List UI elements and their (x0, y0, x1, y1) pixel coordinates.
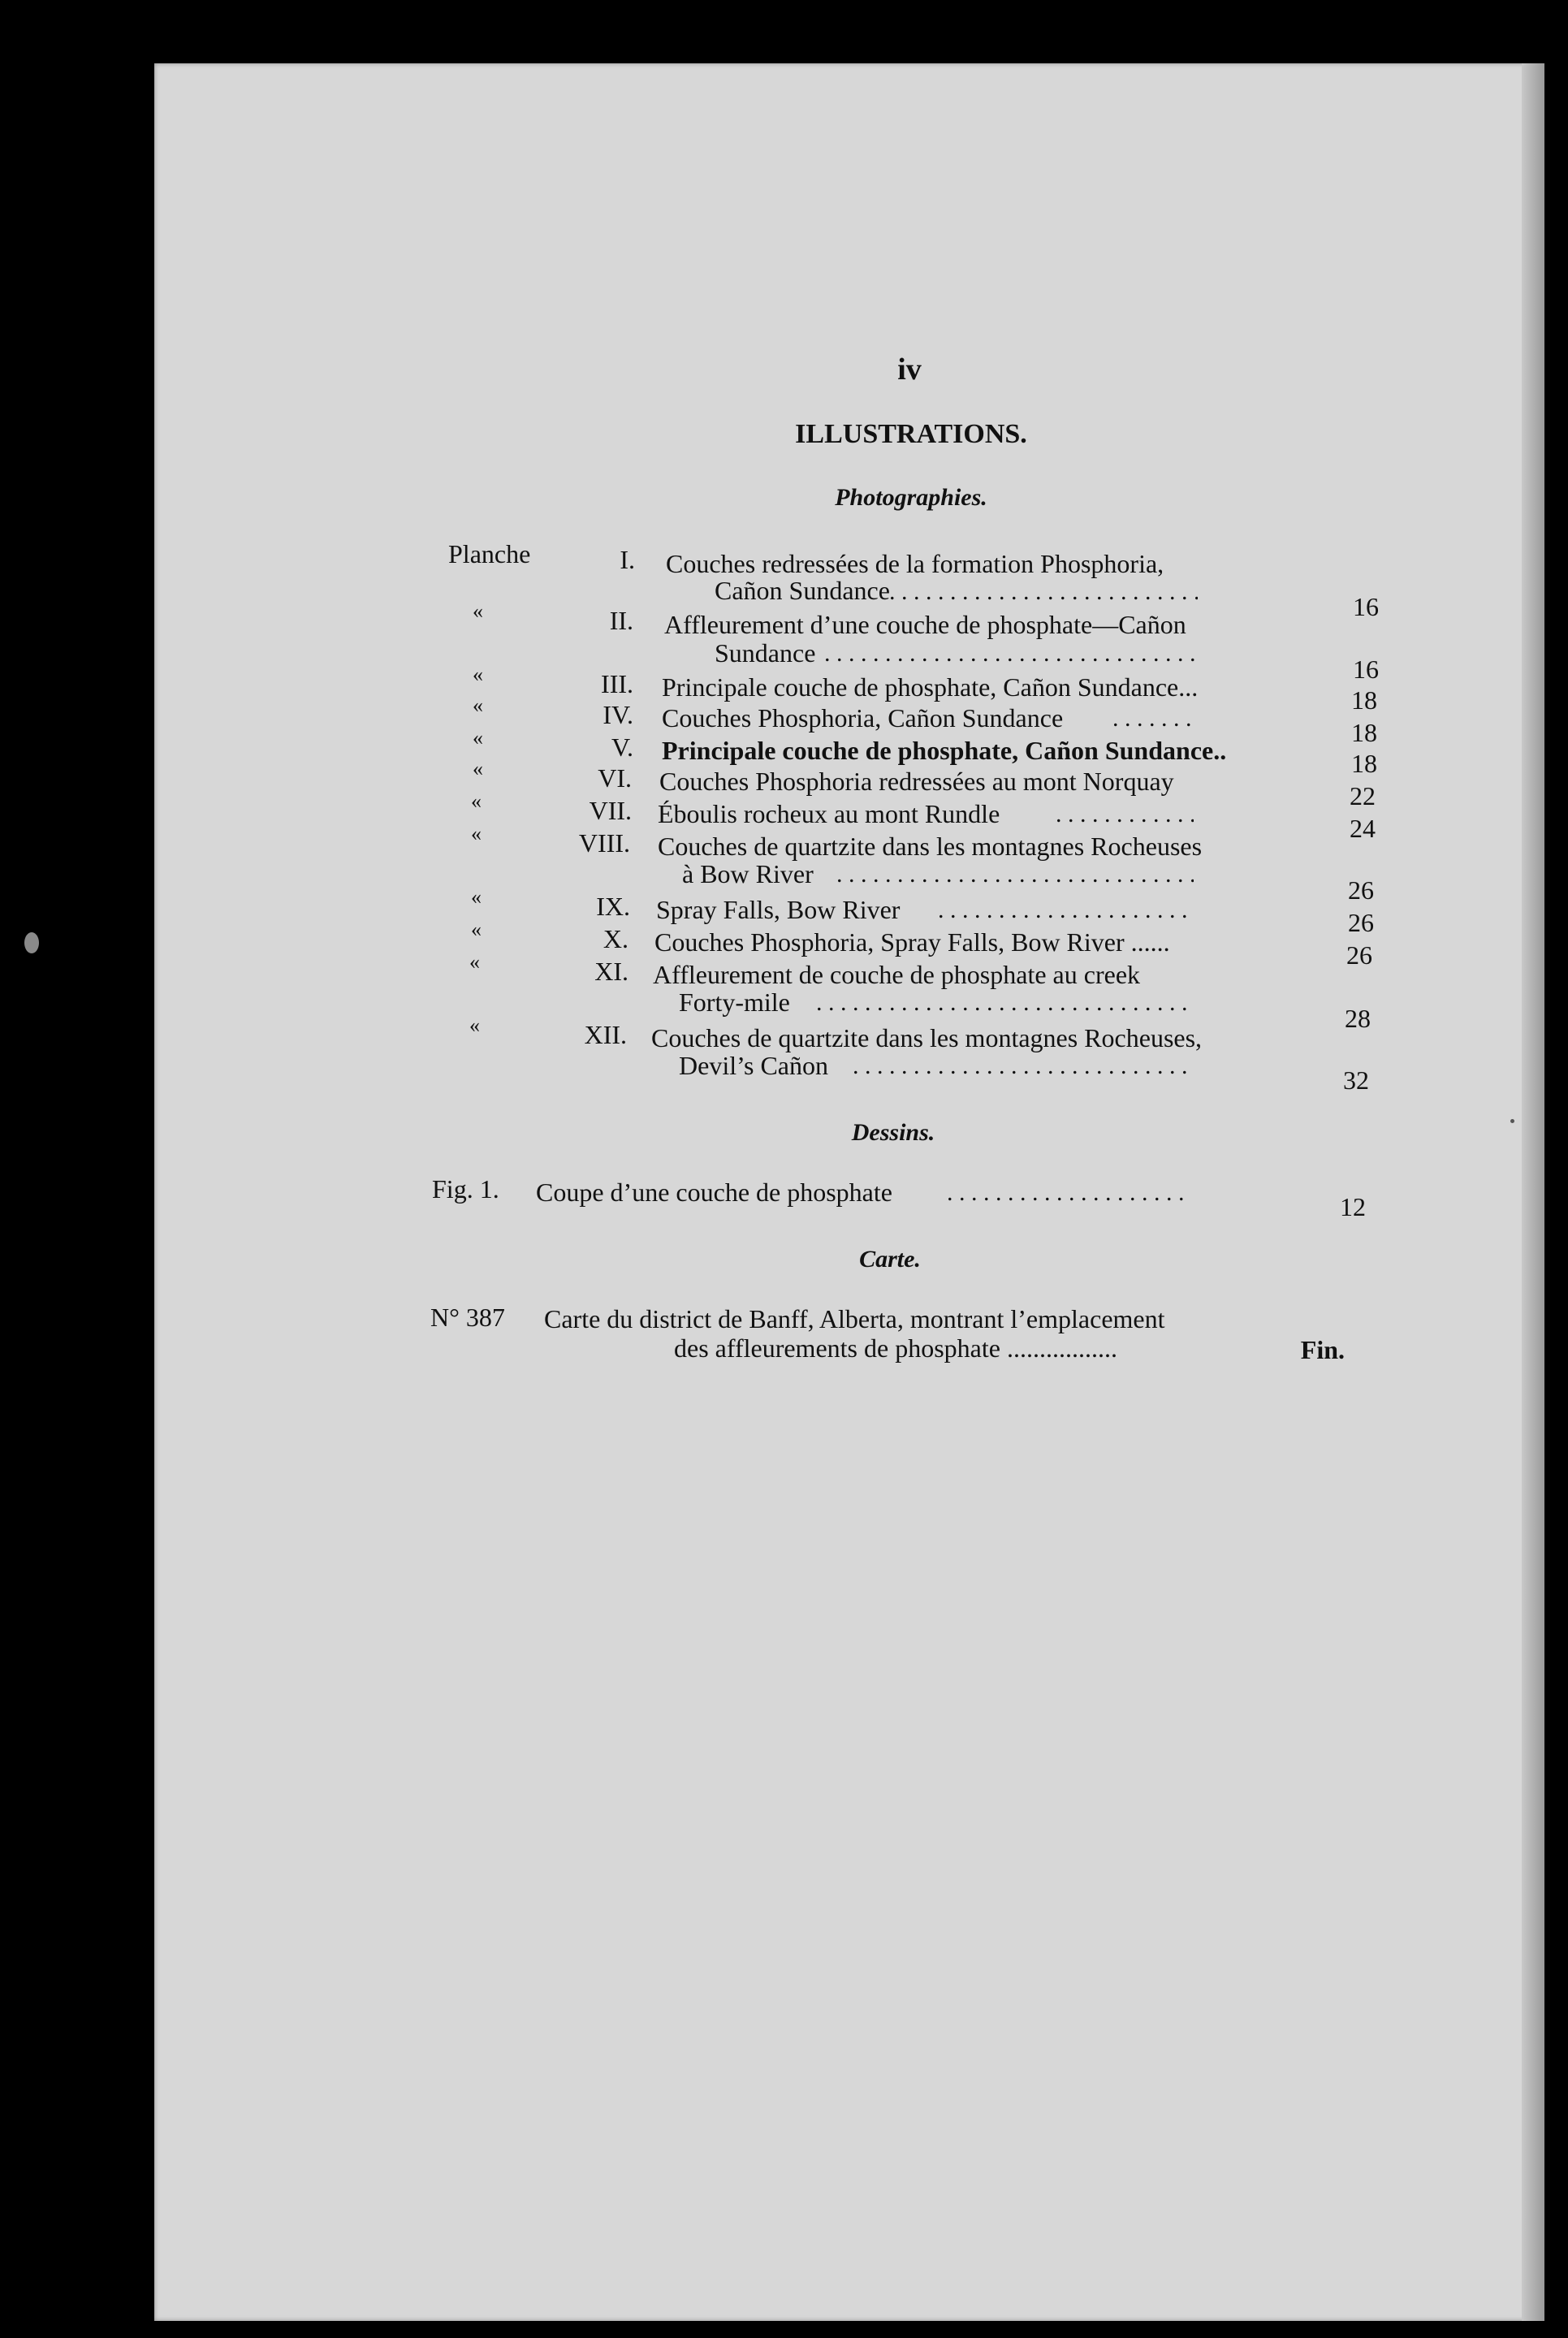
page-ref: 12 (1340, 1192, 1366, 1221)
entry-line: Cañon Sundance (715, 576, 890, 605)
entry-line: Forty-mile (679, 987, 790, 1017)
entry-line: Principale couche de phosphate, Cañon Sundance... (662, 672, 1199, 702)
page-ref: 26 (1348, 908, 1374, 937)
figure-label: Fig. 1. (432, 1174, 499, 1204)
dot-leader (938, 898, 1194, 923)
page-ref: Fin. (1300, 1335, 1345, 1364)
page-ref: 16 (1353, 655, 1379, 684)
dot-leader (1112, 707, 1198, 731)
page-number: iv (897, 352, 922, 387)
ditto-mark: « (469, 1013, 480, 1037)
entry-line: Couches Phosphoria, Spray Falls, Bow River ...... (654, 927, 1170, 957)
ditto-mark: « (473, 599, 483, 623)
page-ref: 26 (1348, 875, 1374, 905)
page-ref: 22 (1350, 781, 1376, 810)
dessins-subheading: Dessins. (851, 1119, 935, 1146)
entry-line: Affleurement de couche de phosphate au creek (653, 960, 1141, 989)
plate-number: VI. (598, 763, 632, 793)
ditto-mark: « (469, 950, 480, 974)
ditto-mark: « (473, 726, 483, 750)
page-ref: 28 (1345, 1004, 1371, 1033)
entry-line: Couches Phosphoria redressées au mont Norquay (659, 767, 1174, 796)
plate-number: I. (620, 545, 635, 574)
map-description-line: des affleurements de phosphate ................. (674, 1333, 1117, 1363)
page-ref: 18 (1351, 718, 1377, 747)
entry-line: Devil’s Cañon (679, 1051, 828, 1080)
map-label: N° 387 (430, 1303, 505, 1332)
entry-line: Affleurement d’une couche de phosphate—Cañon (664, 610, 1186, 639)
entry-line: Éboulis rocheux au mont Rundle (658, 799, 1000, 828)
entry-line: Sundance (715, 638, 816, 668)
photographies-subheading: Photographies. (835, 484, 987, 511)
scanned-page (154, 63, 1544, 2321)
entry-line: Spray Falls, Bow River (656, 895, 901, 924)
ditto-mark: « (471, 822, 482, 845)
plate-number: IX. (596, 892, 630, 921)
plate-number: X. (603, 924, 628, 953)
page-ref: 18 (1351, 685, 1377, 715)
ditto-mark: « (473, 757, 483, 780)
plate-label: Planche (448, 539, 531, 568)
page-ref: 24 (1350, 814, 1376, 843)
scan-speck (24, 932, 39, 953)
page-ref: 18 (1351, 749, 1377, 778)
plate-number: III. (601, 669, 633, 698)
dot-leader (816, 991, 1190, 1015)
page-heading: ILLUSTRATIONS. (795, 419, 1027, 449)
map-description-line: Carte du district de Banff, Alberta, montrant l’emplacement (544, 1304, 1165, 1333)
dot-leader (824, 642, 1198, 666)
entry-line: Couches Phosphoria, Cañon Sundance (662, 703, 1064, 733)
plate-number: XII. (584, 1020, 627, 1049)
plate-number: VIII. (578, 828, 630, 858)
page-ref: 32 (1343, 1065, 1369, 1095)
page-ref: 16 (1353, 592, 1379, 621)
dot-leader (947, 1181, 1186, 1205)
plate-number: XI. (594, 957, 628, 986)
entry-line: Couches de quartzite dans les montagnes Rocheuses (658, 832, 1203, 861)
dot-leader (836, 862, 1194, 887)
plate-number: IV. (603, 700, 633, 729)
ditto-mark: « (471, 789, 482, 813)
page-ref: 26 (1346, 940, 1372, 970)
dot-leader (889, 580, 1198, 604)
entry-line: Couches redressées de la formation Phosphoria, (666, 549, 1164, 578)
plate-number: VII. (589, 796, 632, 825)
carte-subheading: Carte. (859, 1246, 921, 1273)
ditto-mark: « (473, 663, 483, 686)
plate-number: V. (611, 733, 633, 762)
plate-number: II. (609, 606, 633, 635)
entry-line: à Bow River (682, 859, 814, 888)
entry-line: Principale couche de phosphate, Cañon Sundance.. (662, 736, 1227, 765)
dot-leader (1056, 802, 1194, 827)
ditto-mark: « (471, 885, 482, 909)
scan-speck (1510, 1119, 1514, 1123)
ditto-mark: « (471, 918, 482, 941)
entry-line: Couches de quartzite dans les montagnes Rocheuses, (651, 1023, 1203, 1052)
figure-title: Coupe d’une couche de phosphate (536, 1178, 892, 1207)
ditto-mark: « (473, 694, 483, 717)
dot-leader (853, 1054, 1187, 1078)
